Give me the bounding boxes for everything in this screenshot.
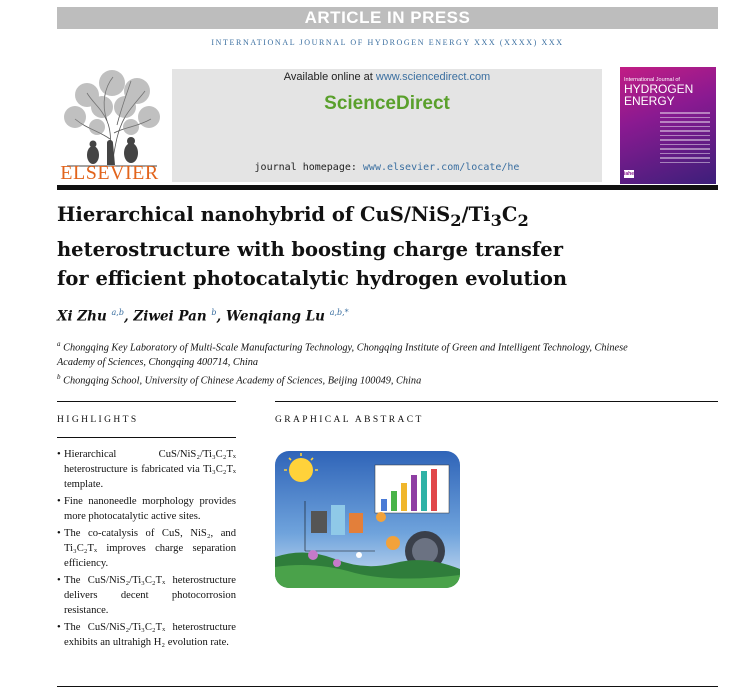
available-online <box>172 71 602 83</box>
homepage-text: journal homepage: <box>254 162 363 173</box>
highlight-item: • The co-catalysis of CuS, NiS₂, and Ti₃C₂Tₓ improves charge separation efficiency. <box>57 526 236 571</box>
highlight-item: • The CuS/NiS₂/Ti₃C₂Tₓ heterostructure delivers decent photocorrosion resistance. <box>57 573 236 618</box>
journal-homepage <box>172 162 602 173</box>
title-subscript-1: 2 <box>450 210 462 230</box>
author-list: Xi Zhu $^{a,b}$, Ziwei Pan $^b$, Wenqiang Lu $^{a,b,*}$ <box>57 308 349 325</box>
affiliations <box>57 337 657 389</box>
title-line-1-part-b: /Ti <box>461 203 491 226</box>
cover-title-line-2: ENERGY <box>624 94 675 108</box>
highlights-top-rule <box>57 401 236 402</box>
author-name[interactable]: Xi Zhu <box>57 308 107 325</box>
highlights-list <box>57 447 236 652</box>
graphical-abstract-image <box>275 451 460 588</box>
journal-homepage-link[interactable]: www.elsevier.com/locate/he <box>362 162 520 173</box>
highlight-item: • The CuS/NiS₂/Ti₃C₂Tₓ heterostructure exhibits an ultrahigh H₂ evolution rate. <box>57 620 236 650</box>
affiliation-mark: b <box>57 373 61 382</box>
highlights-heading: HIGHLIGHTS <box>57 415 139 425</box>
sciencedirect-logo: ScienceDirect <box>324 93 450 114</box>
journal-cover-image <box>620 67 716 184</box>
affiliation-text: Chongqing School, University of Chinese Academy of Sciences, Beijing 100049, China <box>63 375 422 387</box>
graphical-abstract-top-rule <box>275 401 718 402</box>
cover-title-small: International Journal of <box>624 77 680 83</box>
author-name[interactable]: Wenqiang Lu <box>225 308 325 325</box>
journal-header <box>57 57 718 185</box>
affiliation-text: Chongqing Key Laboratory of Multi-Scale Manufacturing Technology, Chongqing Institute of Green and Intelligent Technology, Chinese Academy of Sciences, Chongqing 400714, China <box>57 342 628 369</box>
title-subscript-3: 2 <box>517 210 529 230</box>
author-affiliation-mark[interactable]: a,b,* <box>329 308 349 317</box>
graphical-abstract-heading: GRAPHICAL ABSTRACT <box>275 415 424 425</box>
title-line-3: for efficient photocatalytic hydrogen evolution <box>57 266 568 290</box>
author-name[interactable]: Ziwei Pan <box>133 308 207 325</box>
highlights-heading-rule <box>57 437 236 438</box>
affiliation-item <box>57 370 657 388</box>
article-in-press-banner: ARTICLE IN PRESS <box>57 7 718 29</box>
cover-title-line-1: HYDROGEN <box>624 82 694 96</box>
cover-contents-lines <box>660 112 710 166</box>
author-affiliation-mark[interactable]: a,b <box>111 308 124 317</box>
sciencedirect-link[interactable]: www.sciencedirect.com <box>375 71 491 83</box>
title-line-1-part-c: C <box>501 203 518 226</box>
affiliation-mark: a <box>57 340 61 348</box>
article-title <box>57 200 657 293</box>
journal-running-header: INTERNATIONAL JOURNAL OF HYDROGEN ENERGY XXX (XXXX) XXX <box>211 38 564 47</box>
cover-publisher-logo: iahe <box>624 171 635 177</box>
bottom-rule <box>57 686 718 687</box>
author-affiliation-mark[interactable]: b <box>211 308 217 317</box>
highlight-item: • Hierarchical CuS/NiS₂/Ti₃C₂Tₓ heterostructure is fabricated via Ti₃C₂Tₓ template. <box>57 447 236 492</box>
elsevier-wordmark: ELSEVIER <box>60 162 159 184</box>
sciencedirect-box <box>172 69 602 182</box>
title-line-2: heterostructure with boosting charge transfer <box>57 237 563 261</box>
title-subscript-2: 3 <box>490 210 502 230</box>
header-rule <box>57 185 718 190</box>
title-line-1-part-a: Hierarchical nanohybrid of CuS/NiS <box>57 203 451 226</box>
highlight-item: • Fine nanoneedle morphology provides more photocatalytic active sites. <box>57 494 236 524</box>
available-text: Available online at <box>283 71 376 83</box>
cover-title <box>624 83 693 107</box>
affiliation-item <box>57 337 657 370</box>
